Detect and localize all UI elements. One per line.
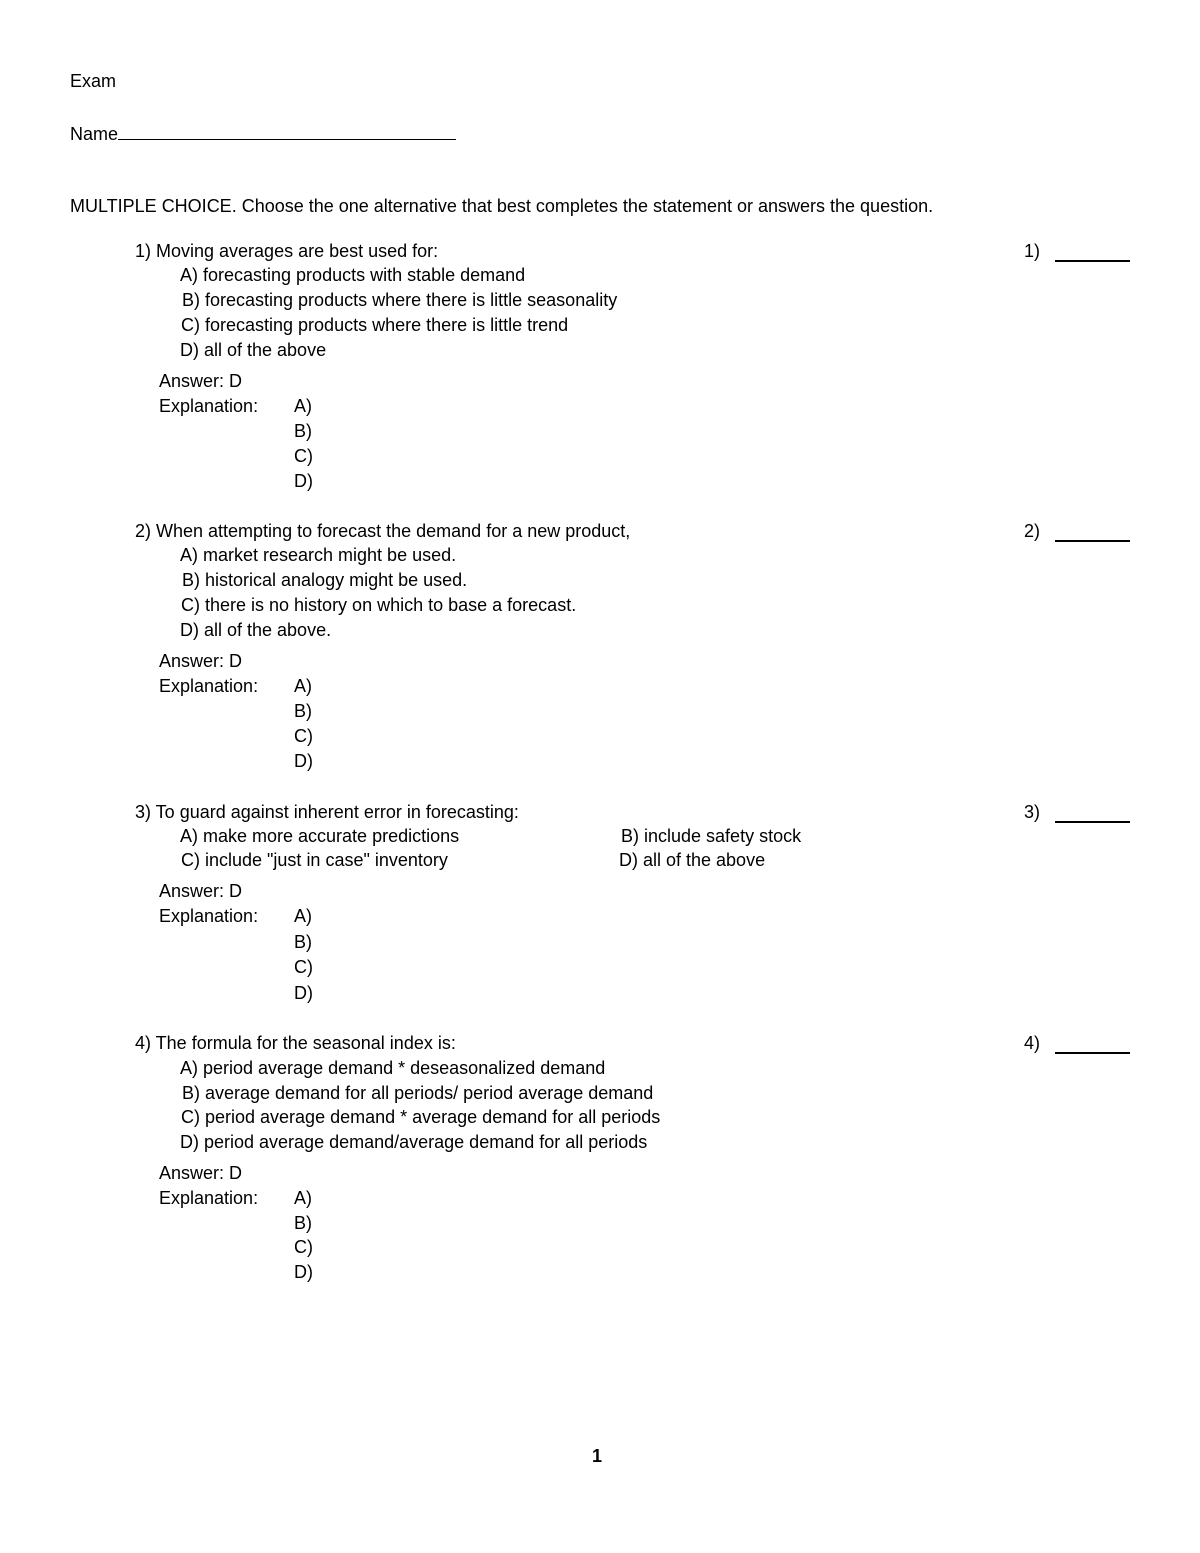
explanation-letter-c: C)	[294, 446, 313, 466]
option-a: A) period average demand * deseasonalized demand	[180, 1058, 606, 1078]
answer-text: Answer: D	[159, 881, 243, 901]
explanation-letter-c: C)	[294, 957, 313, 977]
answer-number-label: 2)	[1024, 521, 1041, 541]
answer-text: Answer: D	[159, 371, 243, 391]
explanation-label: Explanation:	[159, 1188, 259, 1208]
explanation-label: Explanation:	[159, 906, 259, 926]
question-stem: 3) To guard against inherent error in forecasting:	[135, 802, 519, 822]
name-field-row	[70, 120, 456, 145]
question-stem: 4) The formula for the seasonal index is:	[135, 1033, 456, 1053]
exam-title: Exam	[70, 71, 117, 91]
name-label: Name	[70, 124, 119, 144]
explanation-letter-a: A)	[294, 676, 312, 696]
answer-blank-line[interactable]	[1055, 1052, 1130, 1054]
question-stem: 2) When attempting to forecast the demand for a new product,	[135, 521, 631, 541]
name-blank-line[interactable]	[118, 120, 456, 140]
option-d: D) all of the above	[619, 850, 766, 870]
explanation-letter-c: C)	[294, 1237, 313, 1257]
explanation-letter-a: A)	[294, 906, 312, 926]
option-d: D) all of the above.	[180, 620, 332, 640]
option-b: B) include safety stock	[621, 826, 802, 846]
explanation-label: Explanation:	[159, 676, 259, 696]
answer-blank-line[interactable]	[1055, 260, 1130, 262]
option-b: B) forecasting products where there is little seasonality	[182, 290, 618, 310]
explanation-letter-d: D)	[294, 1262, 313, 1282]
answer-text: Answer: D	[159, 651, 243, 671]
section-instructions: MULTIPLE CHOICE. Choose the one alternative that best completes the statement or answers the question.	[70, 196, 934, 216]
option-c: C) include "just in case" inventory	[181, 850, 448, 870]
explanation-letter-a: A)	[294, 396, 312, 416]
option-a: A) market research might be used.	[180, 545, 457, 565]
answer-blank-line[interactable]	[1055, 821, 1130, 823]
explanation-letter-d: D)	[294, 983, 313, 1003]
explanation-letter-a: A)	[294, 1188, 312, 1208]
explanation-letter-c: C)	[294, 726, 313, 746]
explanation-letter-b: B)	[294, 1213, 312, 1233]
answer-text: Answer: D	[159, 1163, 243, 1183]
option-c: C) forecasting products where there is little trend	[181, 315, 569, 335]
option-c: C) period average demand * average demand for all periods	[181, 1107, 661, 1127]
option-d: D) all of the above	[180, 340, 327, 360]
answer-number-label: 4)	[1024, 1033, 1041, 1053]
option-a: A) make more accurate predictions	[180, 826, 460, 846]
option-b: B) average demand for all periods/ period average demand	[182, 1083, 654, 1103]
explanation-letter-d: D)	[294, 471, 313, 491]
explanation-label: Explanation:	[159, 396, 259, 416]
question-stem: 1) Moving averages are best used for:	[135, 241, 439, 261]
answer-number-label: 3)	[1024, 802, 1041, 822]
answer-number-label: 1)	[1024, 241, 1041, 261]
option-d: D) period average demand/average demand for all periods	[180, 1132, 648, 1152]
explanation-letter-d: D)	[294, 751, 313, 771]
explanation-letter-b: B)	[294, 701, 312, 721]
page-number: 1	[592, 1446, 603, 1466]
answer-blank-line[interactable]	[1055, 540, 1130, 542]
option-c: C) there is no history on which to base a forecast.	[181, 595, 577, 615]
option-b: B) historical analogy might be used.	[182, 570, 468, 590]
explanation-letter-b: B)	[294, 932, 312, 952]
option-a: A) forecasting products with stable demand	[180, 265, 526, 285]
explanation-letter-b: B)	[294, 421, 312, 441]
